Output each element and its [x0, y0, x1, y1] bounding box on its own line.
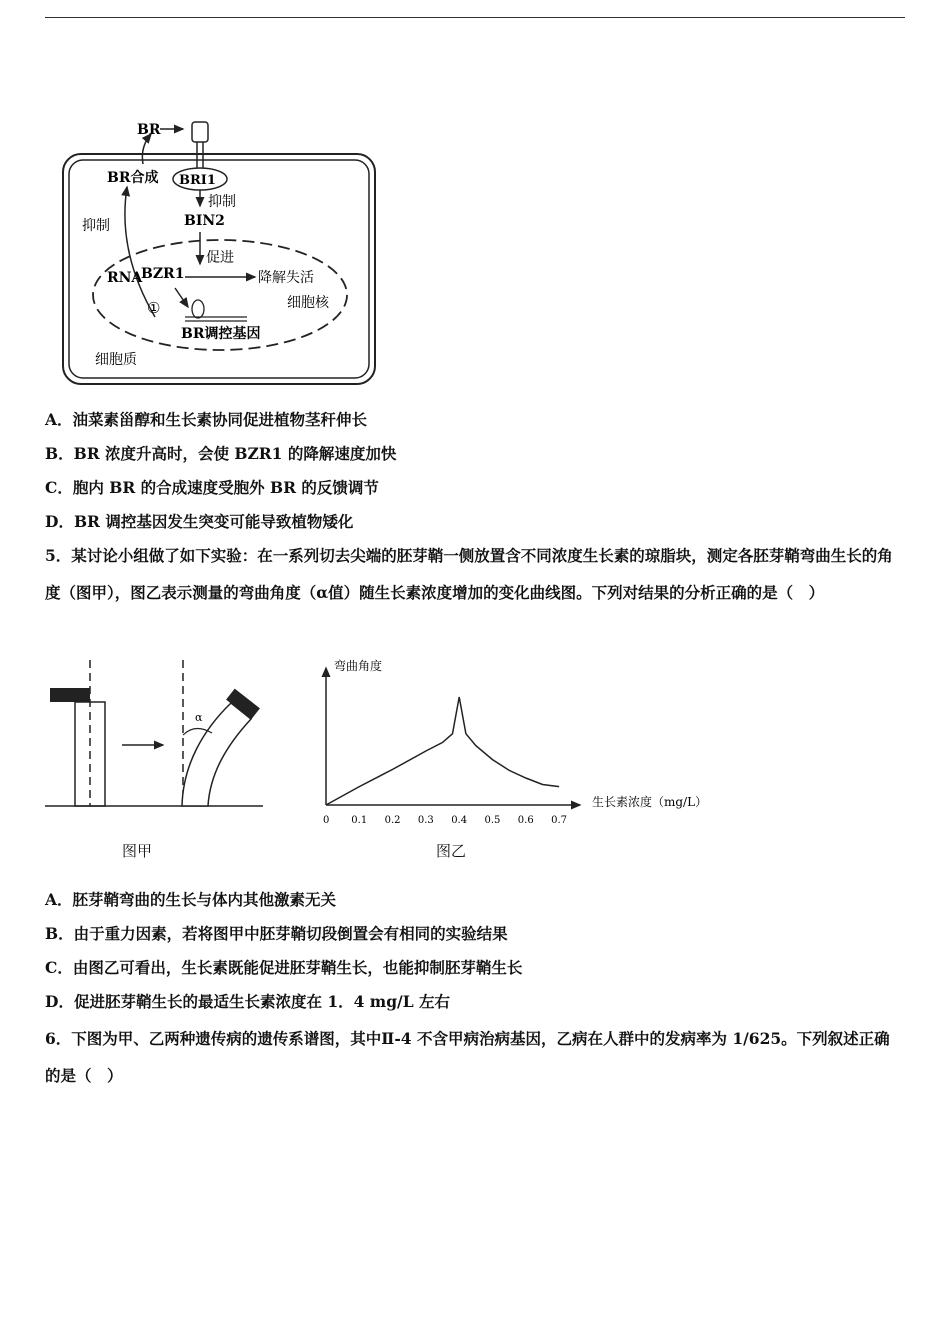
figure-a [45, 655, 270, 815]
q5-option-a: A．胚芽鞘弯曲的生长与体内其他激素无关 [45, 890, 337, 909]
label-circle-one: ① [147, 299, 161, 317]
x-tick-label: 0.2 [384, 815, 401, 826]
q4-option-c: C．胞内 BR 的合成速度受胞外 BR 的反馈调节 [45, 478, 379, 497]
q4-option-b: B．BR 浓度升高时，会使 BZR1 的降解速度加快 [45, 444, 397, 463]
alpha-label: α [195, 711, 203, 724]
label-rna: RNA [107, 270, 143, 286]
q4-option-a: A．油菜素甾醇和生长素协同促进植物茎秆伸长 [45, 410, 368, 429]
label-br-synthesis: BR合成 [107, 170, 159, 186]
x-tick-label: 0.1 [351, 815, 368, 826]
q6-stem: 6．下图为甲、乙两种遗传病的遗传系谱图，其中Ⅱ-4 不含甲病治病基因，乙病在人群中的发病率为 1/625。下列叙述正确的是（ ） [45, 1029, 890, 1085]
header-rule [45, 17, 905, 18]
label-inhibit-left: 抑制 [82, 218, 110, 234]
br-signaling-diagram [55, 112, 385, 392]
figure-b-chart [300, 650, 720, 830]
x-tick-label: 0 [323, 815, 330, 826]
q5-option-b: B．由于重力因素，若将图甲中胚芽鞘切段倒置会有相同的实验结果 [45, 924, 508, 943]
receptor-cylinder [192, 122, 208, 142]
x-tick-label: 0.4 [451, 815, 468, 826]
label-gene: BR调控基因 [181, 326, 261, 342]
figure-a-caption: 图甲 [122, 842, 153, 860]
x-tick-label: 0.3 [417, 815, 434, 826]
label-br: BR [137, 122, 161, 138]
x-tick-label: 0.5 [484, 815, 501, 826]
label-cytoplasm: 细胞质 [95, 352, 137, 368]
x-tick-label: 0.6 [517, 815, 534, 826]
x-axis-label: 生长素浓度（mg/L） [592, 795, 708, 809]
label-bri1: BRI1 [179, 173, 216, 188]
label-promote: 促进 [206, 250, 234, 266]
cell-membrane-inner [69, 160, 369, 378]
label-bin2: BIN2 [184, 213, 225, 229]
label-inhibit-top: 抑制 [208, 194, 236, 210]
coleoptile-bent [182, 703, 251, 806]
label-nucleus: 细胞核 [287, 295, 329, 311]
y-axis-label: 弯曲角度 [334, 659, 383, 673]
label-degrade: 降解失活 [258, 270, 314, 286]
agar-block-left [50, 688, 90, 702]
figure-b-caption: 图乙 [436, 842, 467, 860]
q5-stem: 5．某讨论小组做了如下实验：在一系列切去尖端的胚芽鞘一侧放置含不同浓度生长素的琼脂块，测定各胚芽鞘弯曲生长的角度（图甲），图乙表示测量的弯曲角度（α值）随生长素浓度增加的变化曲线图。下列对结果的分析正确的是（ ） [45, 546, 893, 602]
label-bzr1: BZR1 [141, 266, 185, 282]
x-tick-label: 0.7 [551, 815, 568, 826]
q5-option-d: D．促进胚芽鞘生长的最适生长素浓度在 1．4 mg/L 左右 [45, 992, 450, 1011]
q5-option-c: C．由图乙可看出，生长素既能促进胚芽鞘生长，也能抑制胚芽鞘生长 [45, 958, 523, 977]
series-curve [326, 697, 559, 805]
q4-option-d: D．BR 调控基因发生突变可能导致植物矮化 [45, 512, 354, 531]
